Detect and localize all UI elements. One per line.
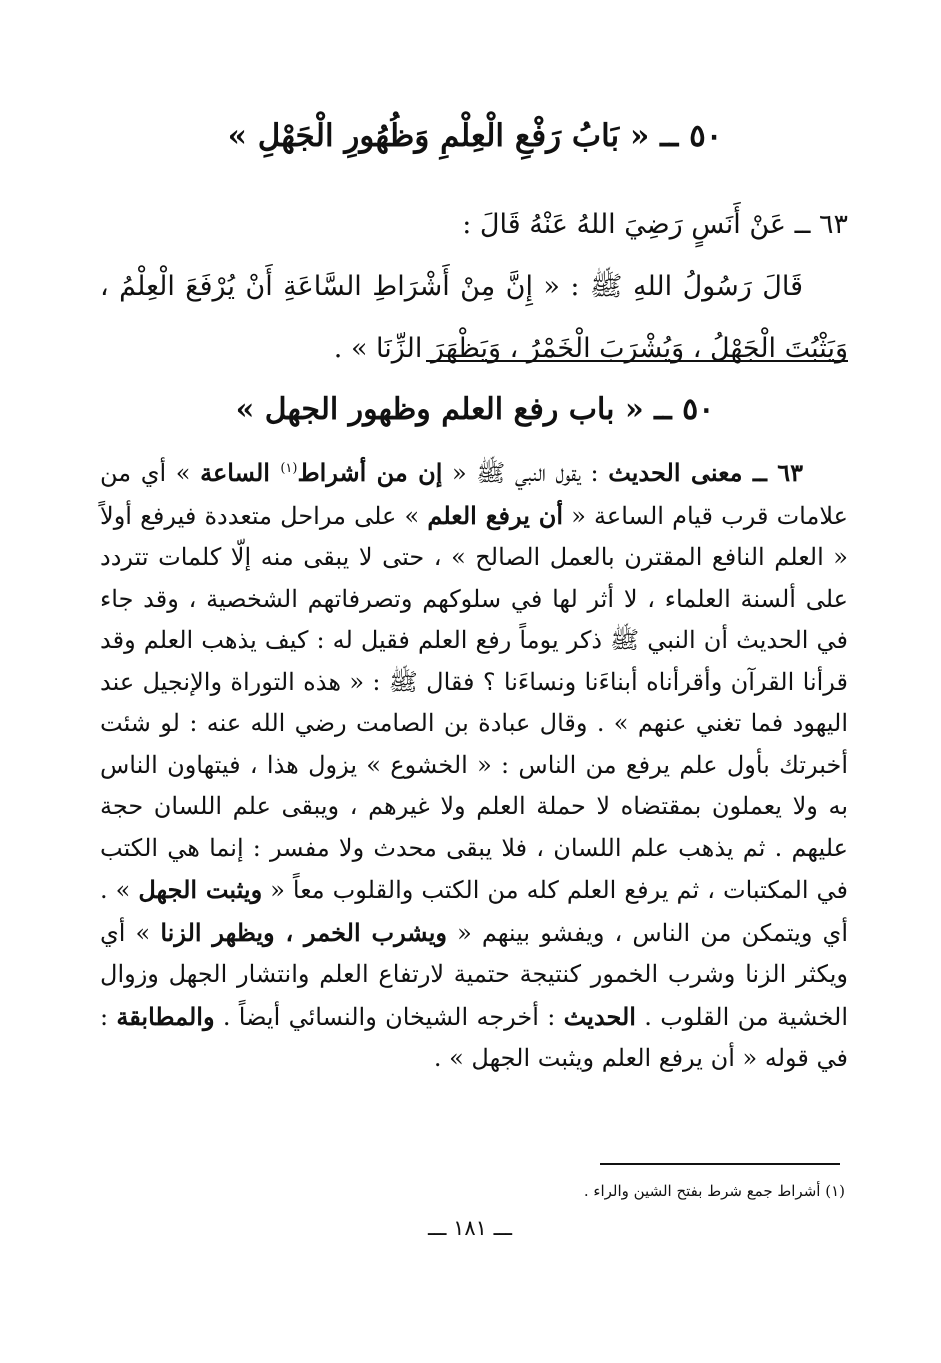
- commentary-text: : يقول النبي ﷺ «: [442, 459, 609, 487]
- quoted-phrase-bold: الساعة: [200, 458, 281, 487]
- commentary-text: » أي من علامات قرب قيام الساعة «: [100, 459, 848, 530]
- commentary-paragraph: [100, 452, 848, 1080]
- commentary-text: : أخرجه الشيخان والنسائي أيضاً .: [214, 1002, 564, 1031]
- hadith-meaning-label: ٦٣ ــ معنى الحديث: [608, 458, 804, 487]
- commentary-text: » أي ويكثر الزنا وشرب الخمور كنتيجة حتمية لارتفاع العلم وانتشار الجهل وزوال الخشية من القلوب .: [100, 918, 848, 1031]
- commentary-text: » . أي ويتمكن من الناس ، ويفشو بينهم «: [100, 876, 848, 947]
- footnote: (١) أشراط جمع شرط بفتح الشين والراء .: [583, 1182, 845, 1200]
- quoted-phrase-bold: أن يرفع العلم: [427, 500, 564, 530]
- section-divider: [426, 360, 848, 362]
- hadith-original-block: [100, 194, 848, 380]
- page-number: ـــ ١٨١ ـــ: [427, 1216, 513, 1240]
- quoted-phrase-bold: ويشرب الخمر ، ويظهر الزنا: [160, 917, 447, 947]
- correspondence-label: والمطابقة: [116, 1001, 215, 1031]
- chapter-heading-vocalized: ٥٠ ــ « بَابُ رَفْعِ الْعِلْمِ وَظُهُورِ الْجَهْلِ »: [227, 118, 723, 154]
- chapter-heading-commentary: ٥٠ ــ « باب رفع العلم وظهور الجهل »: [235, 392, 715, 427]
- hadith-source-label: الحديث: [563, 1001, 636, 1031]
- commentary-text: » على مراحل متعددة فيرفع أولاً « العلم النافع المقترن بالعمل الصالح » ، حتى لا يبقى منه إلّا كلمات تتردد على ألسنة العلماء ، لا أثر لها في سلوكهم وتصرفاتهم الشخصية ، وقد جاء في الحديث أن النبي ﷺ ذكر يوماً رفع العلم فقيل له : كيف يذهب العلم وقد قرأنا القرآن وأقرأناه أبناءَنا ونساءَنا ؟ فقال ﷺ : « هذه التوراة والإنجيل عند اليهود فما تغني عنهم » . وقال عبادة بن الصامت رضي الله عنه : لو شئت أخبرتك بأول علم يرفع من الناس : « الخشوع » يزول هذا ، فيتهاون الناس به ولا يعملون بمقتضاه لا حملة العلم ولا غيرهم ، ويبقى علم اللسان حجة عليهم . ثم يذهب علم اللسان ، فلا يبقى محدث ولا مفسر : إنما هي الكتب في المكتبات ، ثم يرفع العلم كله من الكتب والقلوب معاً «: [100, 501, 849, 904]
- hadith-narrator-line: ٦٣ ــ عَنْ أَنَسٍ رَضِيَ اللهُ عَنْهُ قَالَ :: [462, 209, 848, 240]
- commentary-text: : في قوله « أن يرفع العلم ويثبت الجهل » .: [100, 1002, 848, 1072]
- footnote-marker: (١): [280, 461, 298, 476]
- quoted-phrase-bold: ويثبت الجهل: [138, 875, 263, 904]
- footnote-divider: [600, 1163, 840, 1165]
- quoted-phrase-bold: إن من أشراط: [297, 458, 443, 487]
- hadith-text: قَالَ رَسُولُ اللهِ ﷺ : « إِنَّ مِنْ أَشْرَاطِ السَّاعَةِ أَنْ يُرْفَعَ الْعِلْمُ ، وَيَثْبُتَ الْجَهْلُ ، وَيُشْرَبَ الْخَمْرُ ، وَيَظْهَرَ الزِّنَا » .: [100, 271, 848, 364]
